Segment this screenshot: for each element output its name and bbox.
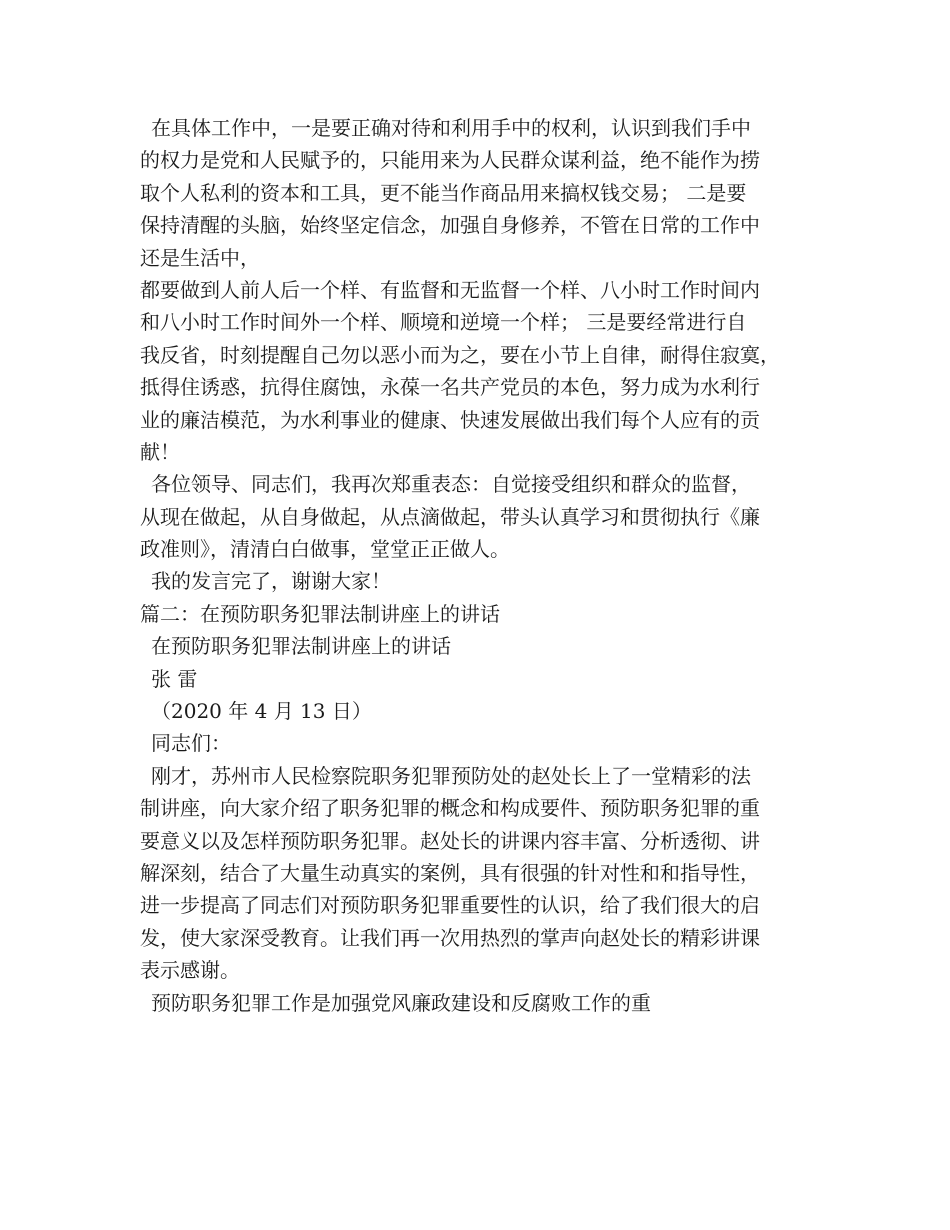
text-line: 进一步提高了同志们对预防职务犯罪重要性的认识，给了我们很大的启 — [140, 893, 760, 918]
text-line: 的权力是党和人民赋予的，只能用来为人民群众谋利益，绝不能作为捞 — [140, 148, 760, 173]
text-line: 都要做到人前人后一个样、有监督和无监督一个样、八小时工作时间内 — [140, 277, 760, 302]
text-line: 取个人私利的资本和工具，更不能当作商品用来搞权钱交易； 二是要 — [140, 180, 747, 205]
text-line: 还是生活中， — [140, 245, 260, 270]
text-line: 保持清醒的头脑，始终坚定信念，加强自身修养，不管在日常的工作中 — [140, 213, 760, 238]
text-line: 业的廉洁模范，为水利事业的健康、快速发展做出我们每个人应有的贡 — [140, 407, 760, 432]
text-line: 政准则》，清清白白做事，堂堂正正做人。 — [140, 537, 510, 562]
text-line: 发，使大家深受教育。让我们再一次用热烈的掌声向赵处长的精彩讲课 — [140, 925, 760, 950]
text-line: 在预防职务犯罪法制讲座上的讲话 — [151, 634, 451, 659]
text-line: 在具体工作中，一是要正确对待和利用手中的权利，认识到我们手中 — [151, 116, 751, 140]
text-line: 张 雷 — [151, 666, 198, 691]
text-line: 从现在做起，从自身做起，从点滴做起，带头认真学习和贯彻执行《廉 — [140, 504, 760, 529]
text-line: 表示感谢。 — [140, 958, 240, 983]
text-line: 预防职务犯罪工作是加强党风廉政建设和反腐败工作的重 — [151, 990, 651, 1015]
text-line: 各位领导、同志们，我再次郑重表态：自觉接受组织和群众的监督， — [151, 472, 751, 497]
text-line: 要意义以及怎样预防职务犯罪。赵处长的讲课内容丰富、分析透彻、讲 — [140, 828, 760, 853]
text-line: 制讲座，向大家介绍了职务犯罪的概念和构成要件、预防职务犯罪的重 — [140, 796, 760, 821]
text-line: 解深刻，结合了大量生动真实的案例，具有很强的针对性和和指导性， — [140, 860, 760, 885]
text-line: 刚才，苏州市人民检察院职务犯罪预防处的赵处长上了一堂精彩的法 — [151, 763, 751, 788]
text-line: 同志们： — [151, 731, 231, 756]
text-line: （2020 年 4 月 13 日） — [151, 699, 372, 724]
text-line: 献！ — [140, 439, 180, 464]
text-line: 和八小时工作时间外一个样、顺境和逆境一个样； 三是要经常进行自 — [140, 310, 747, 335]
text-line: 抵得住诱惑，抗得住腐蚀，永葆一名共产党员的本色，努力成为水利行 — [140, 375, 760, 400]
text-line: 篇二：在预防职务犯罪法制讲座上的讲话 — [140, 601, 500, 626]
text-line: 我的发言完了，谢谢大家！ — [151, 569, 391, 594]
text-line: 我反省，时刻提醒自己勿以恶小而为之，要在小节上自律，耐得住寂寞， — [140, 342, 780, 367]
document-page — [140, 112, 830, 1019]
